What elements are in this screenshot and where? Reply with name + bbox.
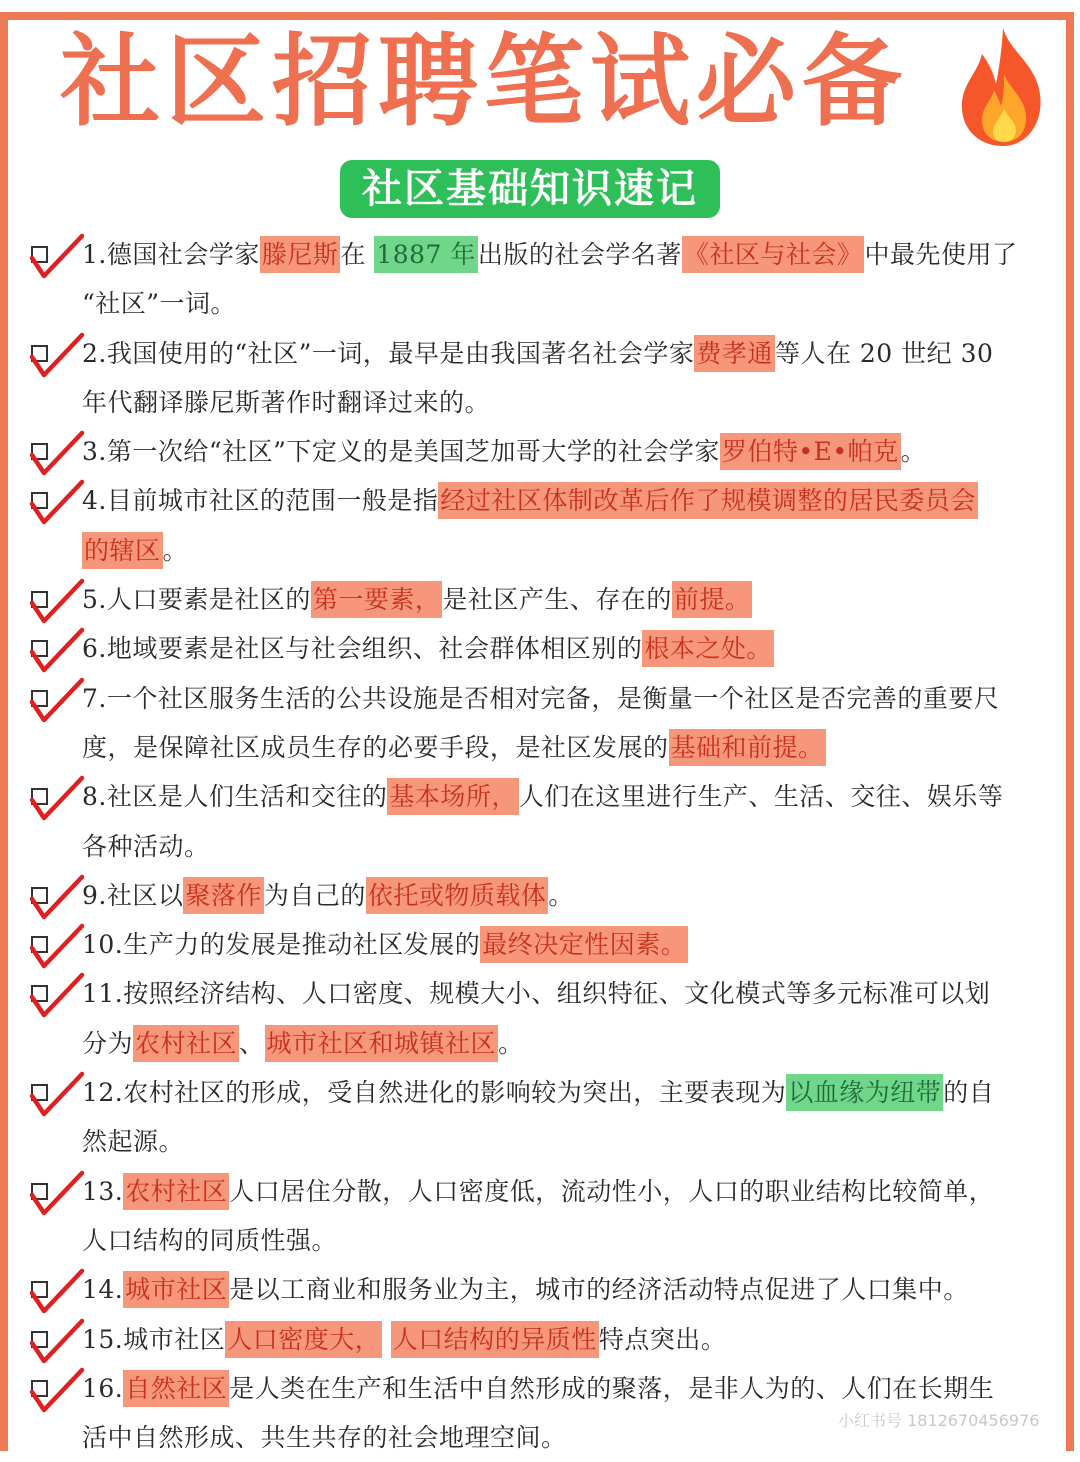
- item-text: 分为: [82, 1028, 134, 1058]
- section-subtitle: 社区基础知识速记: [340, 160, 720, 218]
- item-text: 出版的社会学名著: [477, 240, 682, 269]
- item-text-line: [0, 1117, 1080, 1166]
- item-text-line: [0, 476, 1080, 525]
- knowledge-list: [0, 230, 1080, 1462]
- check-mark-icon: [28, 1366, 86, 1414]
- check-mark-icon: [28, 774, 86, 822]
- item-text-line: [0, 1216, 1080, 1265]
- key-term-highlight: 自然社区: [123, 1370, 229, 1407]
- item-text-line: [0, 427, 1080, 476]
- key-term-highlight: 经过社区体制改革后作了规模调整的居民委员会: [438, 482, 978, 519]
- item-text-line: [0, 674, 1080, 723]
- key-term-highlight-green: 1887 年: [374, 236, 478, 273]
- item-text: 。: [162, 535, 189, 565]
- list-item: [0, 427, 1080, 476]
- item-text: 15.城市社区: [82, 1324, 226, 1354]
- key-term-highlight: 人口结构的异质性: [391, 1321, 599, 1358]
- item-text: 活中自然形成、共生共存的社会地理空间。: [82, 1423, 567, 1453]
- item-text-line: [0, 822, 1080, 871]
- key-term-highlight: 前提。: [672, 581, 753, 618]
- check-mark-icon: [28, 971, 86, 1019]
- item-text: 13.: [82, 1176, 124, 1206]
- key-term-highlight: 农村社区: [133, 1025, 239, 1062]
- item-text: 8.社区是人们生活和交往的: [82, 782, 388, 812]
- watermark: 小红书号 1812670456976: [838, 1411, 1040, 1430]
- item-text: 。: [498, 1028, 524, 1058]
- item-text-line: [0, 230, 1080, 279]
- item-text: 3.第一次给“社区”下定义的是美国芝加哥大学的社会学家: [82, 437, 720, 467]
- item-text: 各种活动。: [82, 831, 210, 861]
- item-text: 2.我国使用的“社区”一词，最早是由我国著名社会学家: [82, 338, 695, 368]
- item-text: 的自: [943, 1078, 995, 1108]
- item-text-line: [0, 1019, 1080, 1068]
- item-text: 特点突出。: [598, 1324, 727, 1354]
- item-text: 人们在这里进行生产、生活、交往、娱乐等: [518, 782, 1004, 812]
- item-text-line: [0, 624, 1080, 673]
- key-term-highlight: 的辖区: [82, 532, 163, 569]
- key-term-highlight: 费孝通: [694, 335, 775, 372]
- check-mark-icon: [28, 1317, 86, 1365]
- check-mark-icon: [28, 429, 86, 477]
- item-text: 是人类在生产和生活中自然形成的聚落，是非人为的、人们在长期生: [229, 1373, 995, 1403]
- list-item: [0, 624, 1080, 673]
- item-text: 1.德国社会学家: [82, 240, 260, 269]
- page-title: 社区招聘笔试必备: [60, 23, 908, 140]
- item-text-line: [0, 871, 1080, 920]
- item-text-line: [0, 969, 1080, 1018]
- check-mark-icon: [28, 626, 86, 674]
- check-mark-icon: [28, 1169, 86, 1217]
- item-text-line: [0, 772, 1080, 821]
- item-text: 、: [239, 1028, 265, 1058]
- item-text: 在: [340, 240, 375, 269]
- key-term-highlight: 农村社区: [123, 1173, 229, 1210]
- list-item: [0, 772, 1080, 871]
- key-term-highlight: 城市社区: [123, 1271, 229, 1308]
- item-text: 是社区产生、存在的: [442, 585, 672, 615]
- item-text-line: [0, 1364, 1080, 1413]
- item-text: 14.: [82, 1275, 124, 1305]
- key-term-highlight-green: 以血缘为纽带: [786, 1074, 943, 1111]
- item-text: 等人在 20 世纪 30: [774, 338, 994, 368]
- key-term-highlight: 最终决定性因素。: [480, 926, 688, 963]
- item-text: 中最先使用了: [864, 240, 1018, 269]
- check-mark-icon: [28, 873, 86, 921]
- key-term-highlight: 基础和前提。: [669, 729, 826, 766]
- check-mark-icon: [28, 1267, 86, 1315]
- check-mark-icon: [28, 577, 86, 625]
- check-mark-icon: [28, 331, 86, 379]
- item-text-line: [0, 920, 1080, 969]
- item-text: 人口结构的同质性强。: [82, 1225, 338, 1255]
- item-text: 11.按照经济结构、人口密度、规模大小、组织特征、文化模式等多元标准可以划: [82, 979, 991, 1009]
- item-text-line: [0, 1315, 1080, 1364]
- item-text: 4.目前城市社区的范围一般是指: [82, 486, 439, 516]
- list-item: [0, 969, 1080, 1068]
- item-text: 然起源。: [82, 1127, 185, 1157]
- check-mark-icon: [28, 232, 86, 280]
- key-term-highlight: 根本之处。: [642, 630, 774, 667]
- item-text: 年代翻译滕尼斯著作时翻译过来的。: [82, 387, 491, 417]
- item-text: 10.生产力的发展是推动社区发展的: [82, 930, 481, 960]
- item-text-line: [0, 1265, 1080, 1314]
- list-item: [0, 1315, 1080, 1364]
- item-text: [382, 1325, 390, 1354]
- key-term-highlight: 罗伯特•E•帕克: [720, 433, 901, 470]
- item-text-line: [0, 526, 1080, 575]
- list-item: [0, 871, 1080, 920]
- check-mark-icon: [28, 1070, 86, 1118]
- key-term-highlight: 基本场所，: [387, 778, 519, 815]
- item-text-line: [0, 723, 1080, 772]
- item-text: 6.地域要素是社区与社会组织、社会群体相区别的: [82, 634, 643, 664]
- key-term-highlight: 聚落作: [183, 877, 264, 914]
- list-item: [0, 674, 1080, 773]
- key-term-highlight: 城市社区和城镇社区: [265, 1025, 499, 1062]
- check-mark-icon: [28, 478, 86, 526]
- item-text: 5.人口要素是社区的: [82, 585, 311, 615]
- item-text-line: [0, 575, 1080, 624]
- item-text-line: [0, 1167, 1080, 1216]
- key-term-highlight: 依托或物质载体: [366, 877, 549, 914]
- item-text: 。: [548, 880, 574, 910]
- key-term-highlight: 人口密度大，: [225, 1321, 382, 1358]
- check-mark-icon: [28, 676, 86, 724]
- item-text: 人口居住分散，人口密度低，流动性小，人口的职业结构比较简单，: [229, 1176, 995, 1206]
- item-text-line: [0, 1068, 1080, 1117]
- list-item: [0, 575, 1080, 624]
- list-item: [0, 1167, 1080, 1266]
- key-term-highlight: 滕尼斯: [260, 236, 341, 273]
- item-text: “社区”一词。: [82, 289, 237, 319]
- item-text: 16.: [82, 1373, 124, 1403]
- list-item: [0, 920, 1080, 969]
- list-item: [0, 1265, 1080, 1314]
- check-mark-icon: [28, 922, 86, 970]
- list-item: [0, 329, 1080, 428]
- item-text: 9.社区以: [82, 880, 184, 910]
- item-text-line: [0, 329, 1080, 378]
- item-text: 7.一个社区服务生活的公共设施是否相对完备，是衡量一个社区是否完善的重要尺: [82, 683, 1000, 713]
- item-text: 度，是保障社区成员生存的必要手段，是社区发展的: [82, 732, 669, 762]
- item-text: 。: [900, 437, 927, 467]
- item-text-line: [0, 279, 1080, 328]
- item-text-line: [0, 378, 1080, 427]
- item-text: 是以工商业和服务业为主，城市的经济活动特点促进了人口集中。: [229, 1275, 969, 1305]
- item-text: 为自己的: [263, 880, 366, 910]
- list-item: [0, 476, 1080, 575]
- list-item: [0, 1068, 1080, 1167]
- fire-icon: [948, 24, 1058, 149]
- list-item: [0, 230, 1080, 329]
- key-term-highlight: 第一要素，: [311, 581, 443, 618]
- item-text: 12.农村社区的形成，受自然进化的影响较为突出，主要表现为: [82, 1078, 787, 1108]
- key-term-highlight: 《社区与社会》: [682, 236, 865, 273]
